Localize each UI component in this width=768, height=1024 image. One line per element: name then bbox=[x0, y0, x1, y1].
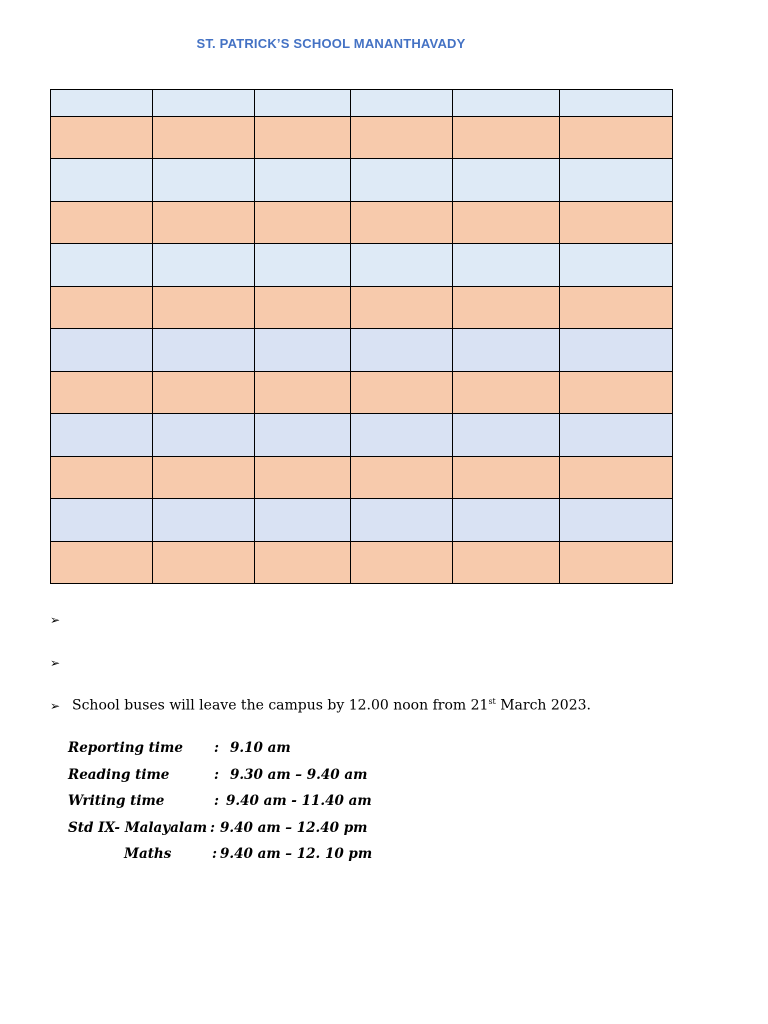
arrow-bullet-icon: ➢ bbox=[50, 656, 61, 670]
timetable-cell bbox=[255, 457, 351, 499]
timetable-row bbox=[51, 244, 673, 287]
timetable-cell bbox=[453, 159, 560, 202]
timetable-cell bbox=[560, 90, 673, 117]
timetable-cell bbox=[255, 244, 351, 287]
timing-separator: : bbox=[210, 819, 215, 836]
timetable-cell bbox=[153, 414, 255, 457]
timetable-cell bbox=[153, 202, 255, 244]
timetable-cell bbox=[453, 117, 560, 159]
timetable-cell bbox=[453, 542, 560, 584]
timing-value: 9.30 am – 9.40 am bbox=[230, 766, 368, 783]
note-item bbox=[50, 655, 72, 671]
timing-row bbox=[68, 819, 368, 847]
timetable-cell bbox=[51, 159, 153, 202]
timetable-cell bbox=[153, 90, 255, 117]
timetable-cell bbox=[51, 90, 153, 117]
note-superscript: st bbox=[488, 697, 496, 706]
timetable bbox=[50, 89, 673, 584]
timetable-cell bbox=[255, 159, 351, 202]
timetable-row bbox=[51, 159, 673, 202]
note-item bbox=[50, 612, 72, 628]
timetable-cell bbox=[453, 287, 560, 329]
timetable-cell bbox=[560, 542, 673, 584]
note-text: School buses will leave the campus by 12.00 noon from 21 bbox=[72, 697, 489, 714]
timing-row bbox=[68, 740, 291, 767]
timing-label: Maths bbox=[124, 846, 172, 862]
timetable-cell bbox=[453, 499, 560, 542]
timetable-cell bbox=[351, 542, 453, 584]
timetable-cell bbox=[255, 90, 351, 117]
timetable-cell bbox=[560, 159, 673, 202]
timetable-cell bbox=[51, 244, 153, 287]
timetable-row bbox=[51, 202, 673, 244]
timetable-cell bbox=[153, 372, 255, 414]
timetable-cell bbox=[453, 414, 560, 457]
timetable-cell bbox=[255, 202, 351, 244]
note-item bbox=[50, 697, 591, 714]
timetable-cell bbox=[560, 244, 673, 287]
timing-label: Reporting time bbox=[68, 740, 183, 756]
timetable-cell bbox=[453, 90, 560, 117]
timetable-cell bbox=[560, 499, 673, 542]
timing-row bbox=[68, 766, 368, 794]
timetable-cell bbox=[560, 372, 673, 414]
timetable-cell bbox=[351, 244, 453, 287]
timetable-cell bbox=[453, 244, 560, 287]
timetable-cell bbox=[560, 202, 673, 244]
timetable-cell bbox=[351, 287, 453, 329]
timetable-row bbox=[51, 329, 673, 372]
timing-label: Writing time bbox=[68, 793, 165, 809]
timetable-cell bbox=[255, 499, 351, 542]
timetable-cell bbox=[255, 414, 351, 457]
timetable-row bbox=[51, 457, 673, 499]
timetable-cell bbox=[153, 457, 255, 499]
timetable-cell bbox=[351, 159, 453, 202]
timetable-cell bbox=[560, 329, 673, 372]
timetable-cell bbox=[351, 90, 453, 117]
timetable-cell bbox=[153, 117, 255, 159]
timetable-cell bbox=[51, 457, 153, 499]
timing-separator: : bbox=[212, 846, 217, 862]
timetable-cell bbox=[255, 117, 351, 159]
timetable-row bbox=[51, 117, 673, 159]
timetable-cell bbox=[453, 457, 560, 499]
timetable-cell bbox=[51, 202, 153, 244]
timing-value: 9.40 am - 11.40 am bbox=[226, 793, 372, 809]
timetable-cell bbox=[51, 287, 153, 329]
timetable-cell bbox=[560, 287, 673, 329]
timetable-cell bbox=[51, 414, 153, 457]
timetable-cell bbox=[255, 372, 351, 414]
timetable-cell bbox=[351, 202, 453, 244]
timing-separator: : bbox=[214, 766, 219, 783]
timing-label: Reading time bbox=[68, 766, 170, 783]
timing-separator: : bbox=[214, 740, 219, 756]
timetable-row bbox=[51, 90, 673, 117]
timetable-cell bbox=[255, 542, 351, 584]
timetable-cell bbox=[560, 457, 673, 499]
timetable-cell bbox=[255, 329, 351, 372]
arrow-bullet-icon: ➢ bbox=[50, 698, 61, 713]
timetable-cell bbox=[453, 372, 560, 414]
timetable-row bbox=[51, 372, 673, 414]
timetable-cell bbox=[153, 244, 255, 287]
timetable-row bbox=[51, 542, 673, 584]
timetable-row bbox=[51, 287, 673, 329]
timetable-cell bbox=[560, 414, 673, 457]
timing-value: 9.40 am – 12. 10 pm bbox=[220, 846, 373, 862]
timetable-cell bbox=[51, 499, 153, 542]
timing-label: Std IX- Malayalam bbox=[68, 819, 208, 836]
timetable-cell bbox=[453, 202, 560, 244]
timetable-cell bbox=[351, 499, 453, 542]
timetable-cell bbox=[153, 159, 255, 202]
timetable-cell bbox=[51, 372, 153, 414]
note-text-end: March 2023. bbox=[495, 697, 591, 714]
page-title: ST. PATRICK’S SCHOOL MANANTHAVADY bbox=[196, 36, 466, 51]
timing-value: 9.40 am – 12.40 pm bbox=[220, 819, 368, 836]
timetable-row bbox=[51, 499, 673, 542]
timetable-cell bbox=[153, 329, 255, 372]
timetable-row bbox=[51, 414, 673, 457]
timetable-cell bbox=[351, 117, 453, 159]
timetable-cell bbox=[560, 117, 673, 159]
timing-value: 9.10 am bbox=[230, 740, 291, 756]
timing-separator: : bbox=[214, 793, 219, 809]
timetable-cell bbox=[153, 499, 255, 542]
timetable-cell bbox=[51, 542, 153, 584]
timing-row bbox=[68, 793, 372, 820]
timetable-cell bbox=[351, 329, 453, 372]
timetable-cell bbox=[453, 329, 560, 372]
timetable-cell bbox=[255, 287, 351, 329]
timetable-cell bbox=[153, 542, 255, 584]
timetable-cell bbox=[51, 117, 153, 159]
timing-row bbox=[68, 846, 373, 873]
timetable-cell bbox=[351, 457, 453, 499]
timetable-cell bbox=[153, 287, 255, 329]
timetable-cell bbox=[51, 329, 153, 372]
arrow-bullet-icon: ➢ bbox=[50, 613, 61, 627]
exam-timings bbox=[68, 740, 373, 873]
timetable-cell bbox=[351, 414, 453, 457]
timetable-cell bbox=[351, 372, 453, 414]
